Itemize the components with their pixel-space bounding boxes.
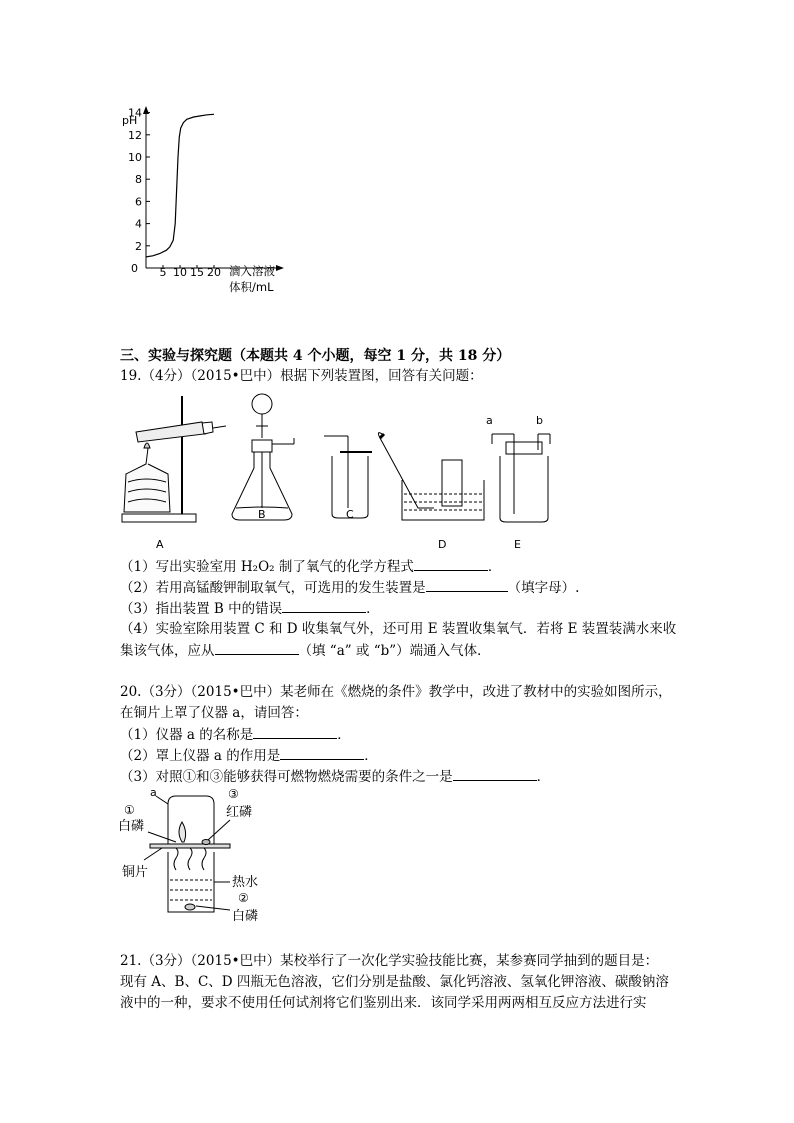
copper-sheet — [150, 844, 230, 848]
q19-blank-1[interactable] — [414, 556, 488, 571]
x-tick-label: 5 — [159, 266, 167, 279]
q19-item-1-end: ． — [487, 559, 502, 575]
origin-label: 0 — [131, 262, 138, 275]
q20-item-3-text: （3）对照①和③能够获得可燃物燃烧需要的条件之一是 — [120, 769, 453, 785]
label-c: C — [346, 508, 354, 521]
q19-item-3-end: ． — [366, 601, 380, 617]
x-axis-label-line1: 滴入溶液 — [229, 264, 275, 278]
q20-stem-line2: 在铜片上罩了仪器 a，请回答： — [120, 705, 308, 721]
apparatus-e — [492, 434, 550, 522]
fig-label-a: a — [150, 786, 157, 799]
q19-item-1 — [120, 556, 501, 577]
q19-item-2-text: （2）若用高锰酸钾制取氧气，可选用的发生装置是 — [120, 580, 426, 596]
fig-label-n2: ② — [238, 891, 249, 905]
fig-label-n1: ① — [124, 803, 135, 817]
y-tick-label: 12 — [128, 128, 142, 142]
q20-item-2-end: ． — [364, 748, 378, 764]
q20-blank-1[interactable] — [253, 724, 337, 739]
q20-item-1-end: ． — [337, 727, 351, 743]
q20-blank-3[interactable] — [453, 766, 537, 781]
apparatus-b — [232, 394, 294, 520]
fig-label-hot-water: 热水 — [232, 875, 259, 890]
q19-apparatus-figure — [118, 390, 558, 552]
q20-stem-line1: 20.（3分）（2015•巴中）某老师在《燃烧的条件》教学中，改进了教材中的实验如图所示， — [120, 684, 672, 700]
y-tick-label: 2 — [135, 239, 142, 253]
x-tick-label: 15 — [190, 266, 204, 279]
fig-label-copper: 铜片 — [122, 865, 149, 880]
q20-item-3-end: ． — [536, 769, 551, 785]
q20-item-2 — [120, 745, 378, 766]
y-tick-label: 8 — [135, 173, 142, 187]
ph-titration-chart — [118, 102, 298, 298]
y-tick-label: 14 — [128, 106, 142, 120]
q19-item-4 — [120, 619, 676, 639]
q19-stem: 19.（4分）（2015•巴中）根据下列装置图，回答有关问题： — [120, 368, 483, 384]
x-axis-label-line2: 体积/mL — [229, 280, 274, 294]
label-e: E — [514, 538, 521, 551]
x-tick-label: 10 — [173, 266, 187, 279]
x-tick-label: 20 — [207, 266, 221, 279]
q21-line1: 21.（3分）（2015•巴中）某校举行了一次化学实验技能比赛，某参赛同学抽到的题目是： — [120, 953, 659, 969]
y-axis-label: pH — [122, 114, 138, 127]
q19-item-4b-end: （填 “a” 或 “b”）端通入气体． — [298, 643, 491, 659]
q19-item-2 — [120, 577, 579, 598]
bell-jar-a — [168, 796, 214, 844]
q20-item-3 — [120, 766, 550, 787]
q21-line3: 液中的一种，要求不使用任何试剂将它们鉴别出来．该同学采用两两相互反应方法进行实 — [120, 995, 647, 1011]
label-a: A — [156, 538, 164, 551]
q21-line2: 现有 A、B、C、D 四瓶无色溶液，它们分别是盐酸、氯化钙溶液、氢氧化钾溶液、碳酸钠溶 — [120, 974, 669, 990]
apparatus-c — [324, 436, 372, 518]
q20-item-1-text: （1）仪器 a 的名称是 — [120, 727, 254, 743]
q19-item-4-text: （4）实验室除用装置 C 和 D 收集氧气外，还可用 E 装置收集氧气．若将 E 装置装满水来收 — [120, 621, 677, 637]
port-a-label: a — [486, 414, 493, 427]
q20-item-1 — [120, 724, 351, 745]
fig-label-white-p2: 白磷 — [232, 909, 259, 924]
port-b-label: b — [536, 414, 543, 427]
q19-item-2-end: （填字母）. — [507, 580, 580, 596]
fig-label-red-p: 红磷 — [226, 805, 253, 820]
q20-combustion-figure — [118, 786, 288, 928]
q20-item-2-text: （2）罩上仪器 a 的作用是 — [120, 748, 281, 764]
q20-blank-2[interactable] — [280, 745, 364, 760]
apparatus-d — [378, 433, 484, 520]
label-b: B — [258, 508, 266, 521]
y-tick-label: 6 — [135, 195, 142, 209]
q19-item-4b-text: 集该气体，应从 — [120, 643, 215, 659]
y-tick-label: 10 — [128, 151, 142, 164]
q19-blank-4[interactable] — [215, 640, 299, 655]
q19-item-3-text: （3）指出装置 B 中的错误 — [120, 601, 283, 617]
x-axis-arrow — [276, 265, 284, 271]
q19-blank-2[interactable] — [426, 577, 508, 592]
ph-curve — [146, 114, 214, 257]
fig-label-n3: ③ — [228, 787, 239, 801]
fig-label-white-p1: 白磷 — [118, 819, 145, 834]
q19-blank-3[interactable] — [282, 598, 366, 613]
apparatus-a — [122, 396, 226, 522]
q19-item-4-cont — [120, 640, 491, 661]
label-d: D — [438, 538, 447, 551]
section-3-title: 三、实验与探究题（本题共 4 个小题，每空 1 分，共 18 分） — [120, 348, 511, 364]
q19-item-3 — [120, 598, 380, 619]
q19-item-1-text: （1）写出实验室用 H₂O₂ 制了氧气的化学方程式 — [120, 559, 414, 575]
y-tick-label: 4 — [135, 217, 142, 231]
